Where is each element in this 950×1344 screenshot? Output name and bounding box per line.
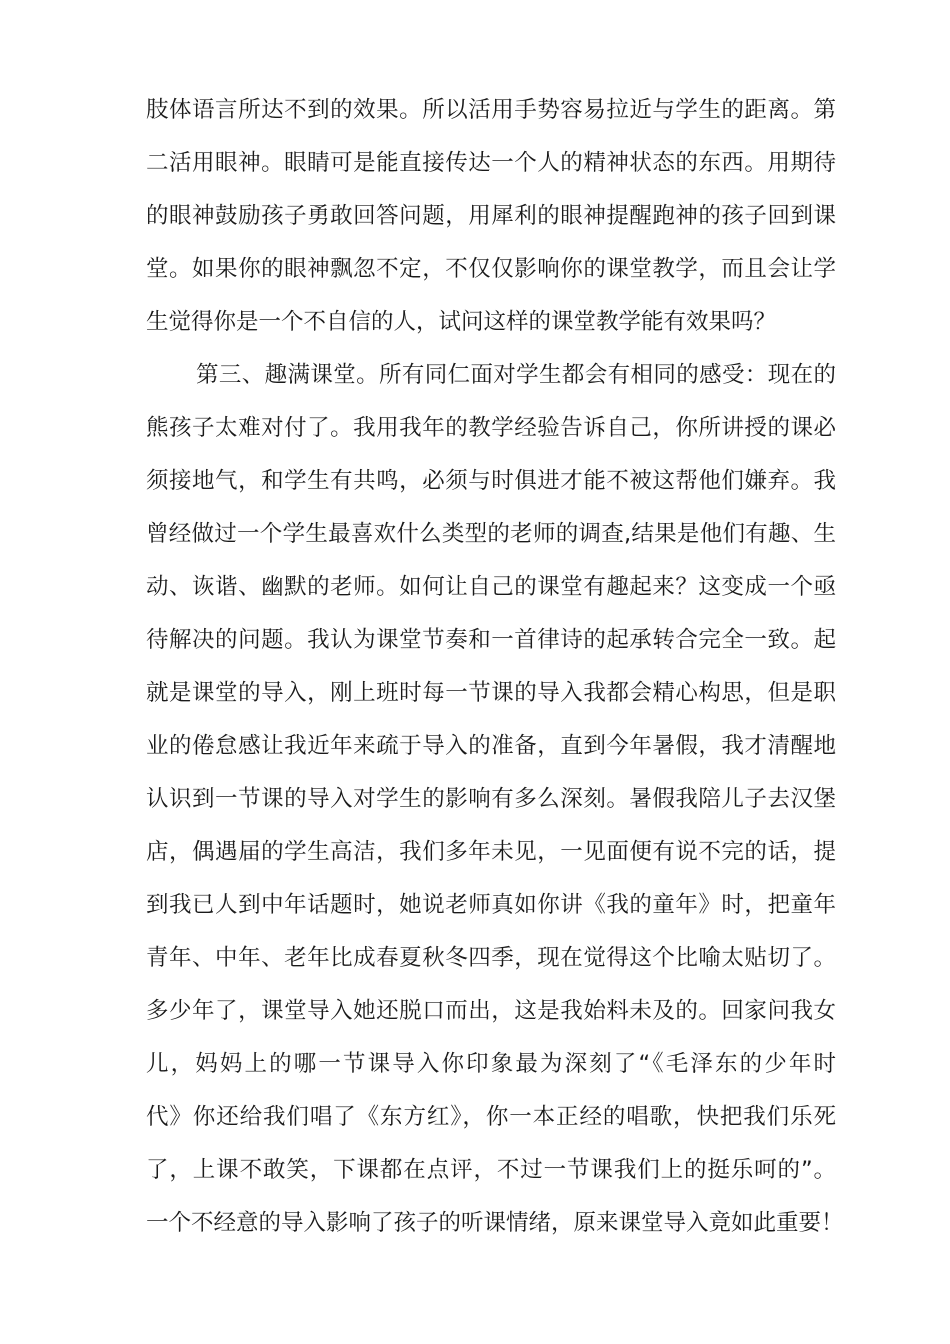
text-line: 儿，妈妈上的哪一节课导入你印象最为深刻了“《毛泽东的少年时: [146, 1051, 836, 1077]
text-line: 的眼神鼓励孩子勇敢回答问题，用犀利的眼神提醒跑神的孩子回到课: [146, 203, 836, 229]
text-line: 须接地气，和学生有共鸣，必须与时俱进才能不被这帮他们嫌弃。我: [146, 468, 836, 494]
text-line: 了，上课不敢笑，下课都在点评，不过一节课我们上的挺乐呵的”。: [146, 1157, 836, 1183]
text-line: 店，偶遇届的学生高洁，我们多年未见，一见面便有说不完的话，提: [146, 839, 836, 865]
text-line: 多少年了，课堂导入她还脱口而出，这是我始料未及的。回家问我女: [146, 998, 836, 1024]
text-line: 一个不经意的导入影响了孩子的听课情绪，原来课堂导入竟如此重要！: [146, 1210, 844, 1236]
text-line: 就是课堂的导入，刚上班时每一节课的导入我都会精心构思，但是职: [146, 680, 836, 706]
text-line: 曾经做过一个学生最喜欢什么类型的老师的调查,结果是他们有趣、生: [146, 521, 836, 547]
text-line: 青年、中年、老年比成春夏秋冬四季，现在觉得这个比喻太贴切了。: [146, 945, 836, 971]
text-line: 二活用眼神。眼睛可是能直接传达一个人的精神状态的东西。用期待: [146, 150, 836, 176]
text-line: 业的倦怠感让我近年来疏于导入的准备，直到今年暑假，我才清醒地: [146, 733, 836, 759]
text-line: 到我已人到中年话题时，她说老师真如你讲《我的童年》时，把童年: [146, 892, 836, 918]
text-line: 生觉得你是一个不自信的人，试问这样的课堂教学能有效果吗？: [146, 309, 777, 335]
text-line: 堂。如果你的眼神飘忽不定，不仅仅影响你的课堂教学，而且会让学: [146, 256, 836, 282]
text-line: 认识到一节课的导入对学生的影响有多么深刻。暑假我陪儿子去汉堡: [146, 786, 836, 812]
text-line: 动、诙谐、幽默的老师。如何让自己的课堂有趣起来？这变成一个亟: [146, 574, 836, 600]
text-line: 熊孩子太难对付了。我用我年的教学经验告诉自己，你所讲授的课必: [146, 415, 836, 441]
text-line: 肢体语言所达不到的效果。所以活用手势容易拉近与学生的距离。第: [146, 97, 836, 123]
text-line: 第三、趣满课堂。所有同仁面对学生都会有相同的感受：现在的: [196, 362, 836, 388]
text-line: 待解决的问题。我认为课堂节奏和一首律诗的起承转合完全一致。起: [146, 627, 836, 653]
text-line: 代》你还给我们唱了《东方红》，你一本正经的唱歌，快把我们乐死: [146, 1104, 836, 1130]
